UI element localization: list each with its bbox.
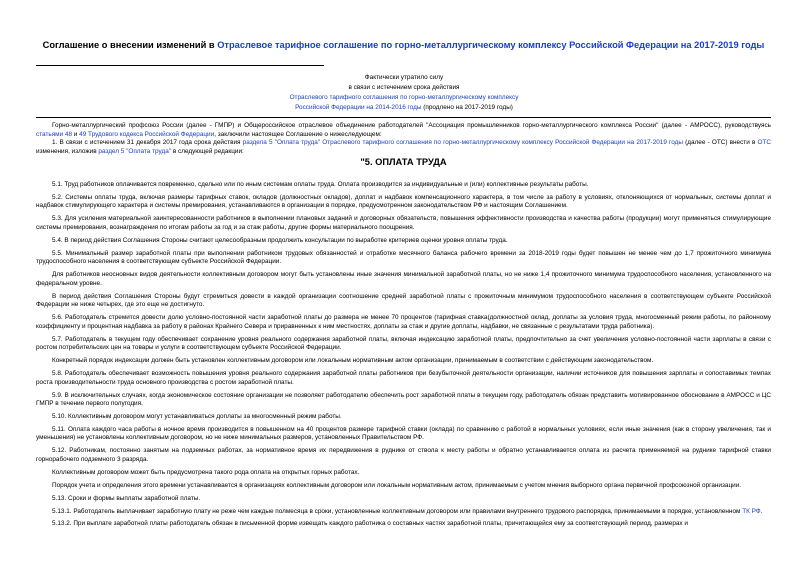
lost-force-line-4-rest: (продлено на 2017-2019 годы) [421,104,513,111]
document-title [36,40,771,50]
paragraph-5-2: 5.2. Системы оплаты труда, включая размеры тарифных ставок, окладов (должностных окладов), доплат и надбавок компенсационного характера, в том числе за работу в условиях, отклоняющихся от нормальных, системы доплат и надбавок стимулирующего характера и системы премирования, устанавливаются в организации в порядке, предусмотренном законодательством РФ и настоящим Соглашением. [36,193,771,210]
lost-force-link-2[interactable]: Российской Федерации на 2014-2016 годы [295,104,422,111]
paragraph-5-12-a: Коллективным договором может быть предусмотрена такого рода оплата на открытых горных работах. [52,468,360,476]
paragraph-5-5-b: В период действия Соглашения Стороны будут стремиться довести в каждой организации соотношение средней заработной платы с прожиточным минимумом трудоспособного населения в соответствующем субъекте Российской Федерации не ниже четырех, где это еще не достигнуто. [36,292,771,309]
paragraph-5-10: 5.10. Коллективным договором могут устанавливаться доплаты за многосменный режим работы. [52,413,342,420]
lost-force-note [200,73,608,113]
link-section-5-short[interactable]: раздел 5 "Оплата труда" [98,147,172,155]
paragraph-5-13-2: 5.13.2. При выплате заработной платы работодатель обязан в письменной форме извещать каждого работника о составных частях заработной платы, причитающейся ему за соответствующий период, размерах и [52,520,688,528]
paragraph-5-13: 5.13. Сроки и формы выплаты заработной платы. [52,494,201,502]
link-ots[interactable]: ОТС [757,139,771,147]
lost-force-link-1[interactable]: Отраслевого тарифного соглашения по горно-металлургическому комплексу [289,94,519,101]
lost-force-line-1: Фактически утратило силу [364,74,444,81]
paragraph-5-13-1: 5.13.1. Работодатель выплачивает заработную плату не реже чем каждые полмесяца в сроки, установленные коллективным договором или правилами внутреннего трудового распорядка, принимаемыми в порядке, установленном ТК РФ. [52,507,763,515]
link-article-49[interactable]: 49 Трудового кодекса Российской Федерации [79,130,215,138]
paragraph-5-1: 5.1. Труд работников оплачивается повременно, сдельно или по иным системам оплаты труда. Оплата производится за индивидуальные и (или) коллективные результаты работы. [52,180,589,188]
title-link[interactable]: Отраслевое тарифное соглашение по горно-металлургическому комплексу Российской Федерации на 2017-2019 годы [217,40,765,50]
paragraph-5-5-a: Для работников неосновных видов деятельности коллективным договором могут быть установлены иные значения минимальной заработной платы, но не ниже 1,4 прожиточного минимума трудоспособного населения, установленного на федеральном уровне. [36,271,771,287]
preamble-paragraph: Горно-металлургический профсоюз России (далее - ГМПР) и Общероссийское отраслевое объединение работодателей "Ассоциация промышленников горно-металлургического комплекса России" (далее - АМРОСС), руководствуясь статьями 48 и 49 Трудового кодекса Российской Федерации, заключили настоящее Соглашение о нижеследующем: [36,122,771,138]
paragraph-5-12-b: Порядок учета и определения этого времени устанавливается в организациях коллективным договором или локальным нормативным актом, принимаемым с учетом мнения выборного органа первичной профсоюзной организации. [52,481,742,489]
document-body [36,122,771,533]
paragraph-5-7: 5.7. Работодатель в текущем году обеспечивает сохранение уровня реального содержания заработной платы, включая индексацию заработной платы, предпочтительно за счет увеличения условно-постоянной части зарплаты в связи с ростом потребительских цен на товары и услуги в соответствующем субъекте Российской Федерации. [36,335,771,352]
paragraph-5-6: 5.6. Работодатель стремится довести долю условно-постоянной части заработной платы до размера не менее 70 процентов (тарифная ставка(должностной оклад, доплаты за условия труда, многосменный режим работы, по районному коэффициенту и процентная надбавка за работу в районах Крайнего Севера и приравненных к ним местностях, доплаты за стаж и другие доплаты, надбавки, не связанные с результатами труда работника). [36,314,771,330]
link-section-5[interactable]: раздела 5 "Оплата труда" Отраслевого тарифного соглашения по горно-металлургическому комплексу Российской Федерации на 2017-2019 годы [242,139,683,147]
paragraph-5-5: 5.5. Минимальный размер заработной платы при выполнении работником трудовых обязанностей и отработке месячного баланса рабочего времени за 2018-2019 годы будет повышен не менее чем до 1,7 прожиточного минимума трудоспособного населения в соответствующем субъекте Российской Федерации. [36,249,771,266]
paragraph-5-4: 5.4. В период действия Соглашения Стороны считают целесообразным продолжить консультации по выработке критериев оценки уровня оплаты труда. [52,236,508,244]
paragraph-5-11: 5.11. Оплата каждого часа работы в ночное время производится в повышенном на 40 процентов размере тарифной ставки (оклада) по сравнению с работой в нормальных условиях, если иные значения (как в сторону увеличения, так и уменьшения) не установлены коллективным договором, но не ниже минимальных размеров, установленных Правительством РФ. [36,425,771,442]
paragraph-5-3: 5.3. Для усиления материальной заинтересованности работников в выполнении плановых заданий и договорных обязательств, повышения эффективности производства и качества работы (продукции) могут применяться стимулирующие системы премирования, вознаграждения по итогам работы за год и за стаж работы, другие формы материального поощрения. [36,215,771,231]
paragraph-5-7-a: Конкретный порядок индексации должен быть установлен коллективным договором или локальным нормативным актом организации, принимаемым в соответствии с действующим законодательством. [52,357,654,365]
paragraph-5-8: 5.8. Работодатель обеспечивает возможность повышения уровня реального содержания заработной платы работников при безубыточной деятельности организации, наличии источников для повышения зарплаты и сопоставимых темпах роста производительности труда основного производства с ростом заработной платы. [36,370,771,386]
note-divider [36,117,771,118]
title-prefix: Соглашение о внесении изменений в [42,40,218,50]
section-heading: "5. ОПЛАТА ТРУДА [360,157,447,168]
paragraph-5-9: 5.9. В исключительных случаях, когда экономическое состояние организации не позволяет работодателю обеспечить рост заработной платы в текущем году, работодатель обязан представить мотивированное обоснование в АМРОСС и ЦС ГМПР в течение первого полугодия. [36,391,771,408]
title-divider [36,65,324,66]
link-tk-rf[interactable]: ТК РФ [742,507,761,515]
item-1-paragraph: 1. В связи с истечением 31 декабря 2017 года срока действия раздела 5 "Оплата труда" Отраслевого тарифного соглашения по горно-металлургическому комплексу Российской Федерации на 2017-2019 годы (далее - ОТС) внести в ОТС изменения, изложив раздел 5 "Оплата труда" в следующей редакции: [36,139,771,155]
lost-force-line-2: в связи с истечением срока действия [348,84,460,91]
paragraph-5-12: 5.12. Работникам, постоянно занятым на подземных работах, за нормативное время их передвижения в руднике от ствола к месту работы и обратно устанавливается оплата из расчета применяемой на руднике тарифной ставки горнорабочего подземного 3 разряда. [36,447,771,463]
link-article-48[interactable]: статьями 48 [36,130,73,138]
